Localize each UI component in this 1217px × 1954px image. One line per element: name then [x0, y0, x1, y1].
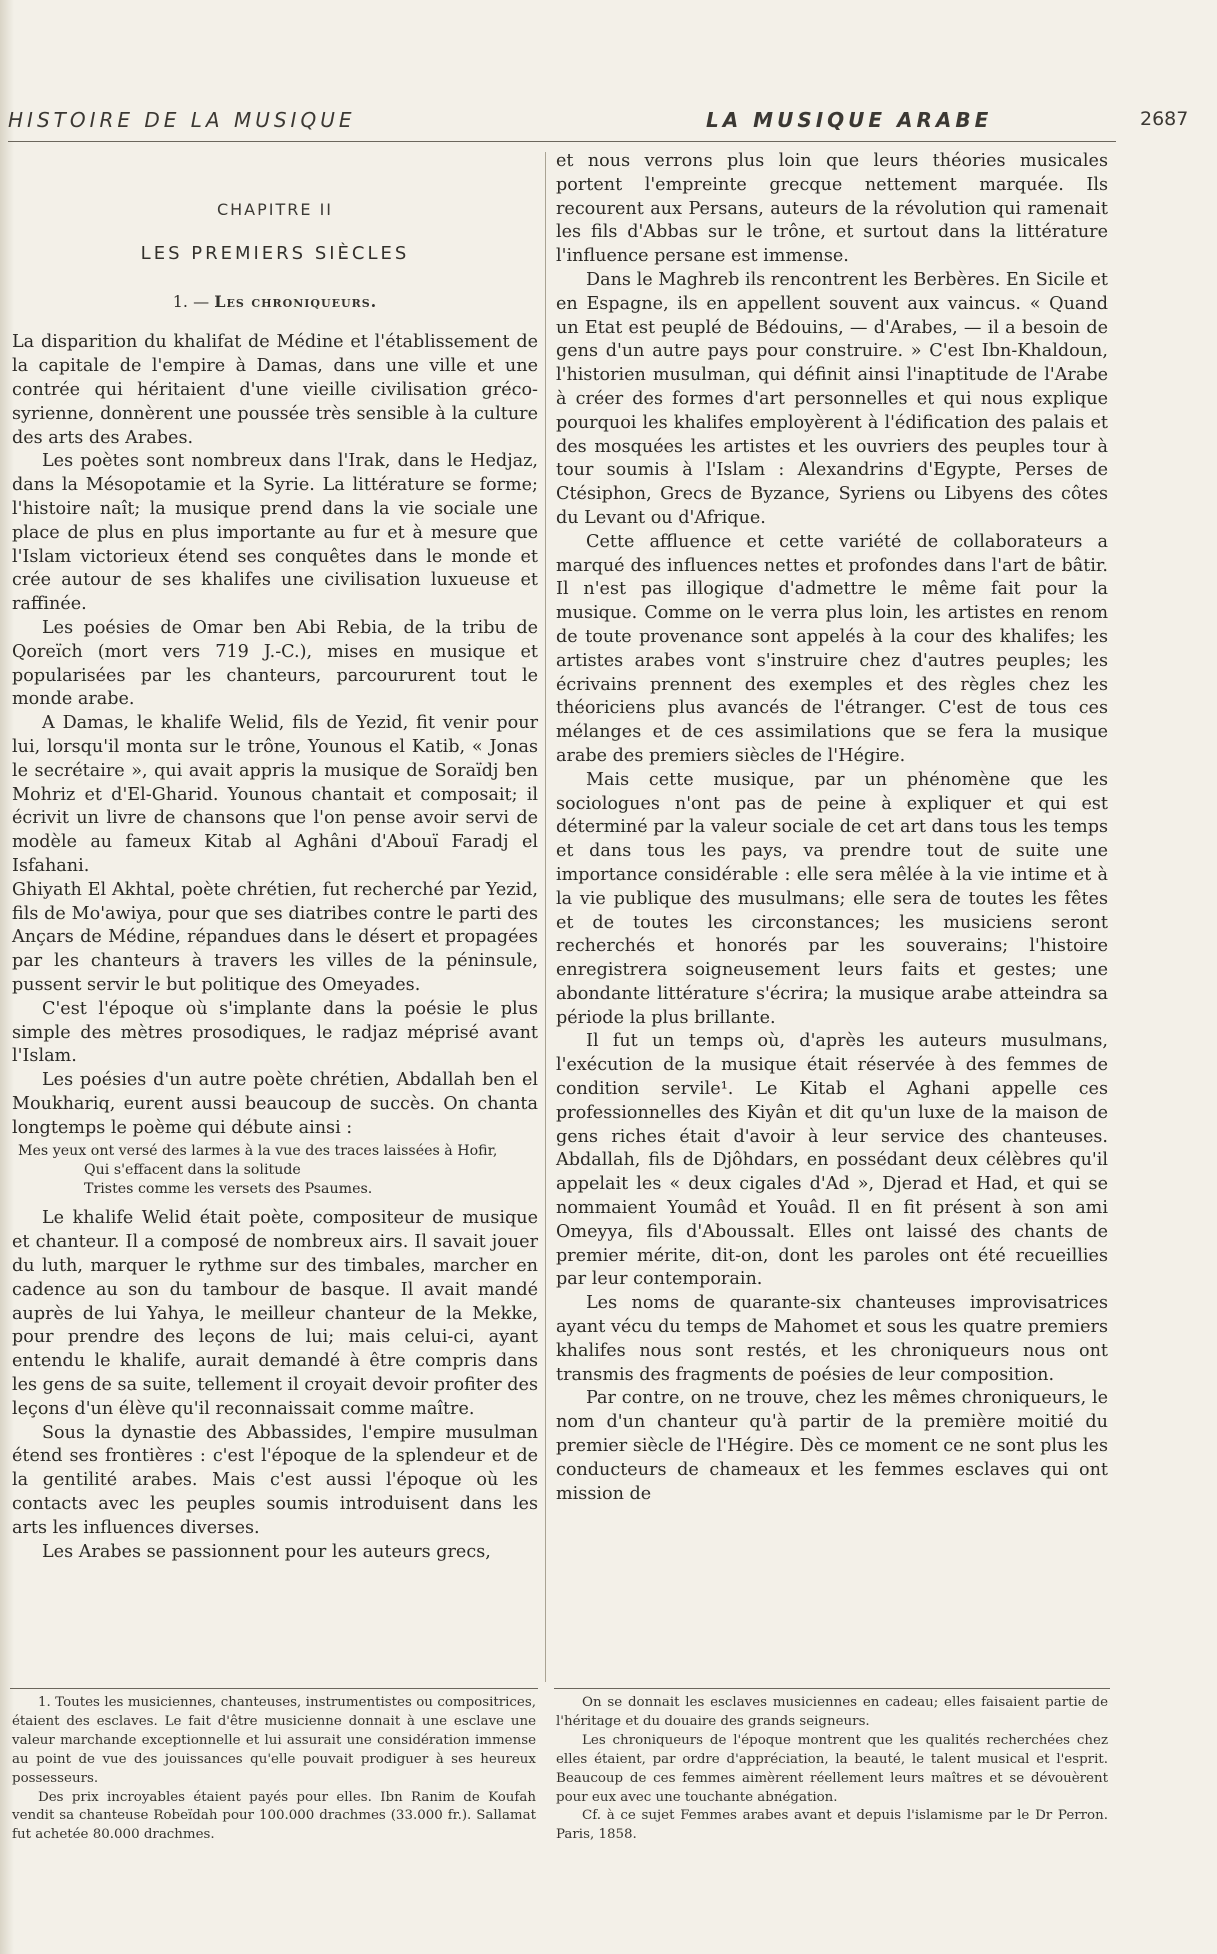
- paragraph: Il fut un temps où, d'après les auteurs musulmans, l'exécution de la musique était réservée à des femmes de condition servile¹. Le Kitab el Aghani appelle ces professionnelles des Kiyân et dit qu'un luxe de la maison de gens riches était d'avoir à leur service des chanteuses. Abdallah, fils de Djôhdars, en possédant deux célèbres qu'il appelait les « deux cigales d'Ad », Djerad et Had, et qui se nommaient Youmâd et Youâd. Il en fit présent à son ami Omeyya, fils d'Aboussalt. Elles ont laissé des chants de premier mérite, dit-on, dont les paroles ont été recueillies par leur contemporain.: [556, 1031, 1108, 1290]
- footnotes-left: [12, 1694, 536, 1845]
- chapter-title: LES PREMIERS SIÈCLES: [140, 242, 410, 264]
- section-number: 1. —: [172, 291, 210, 311]
- footnote-rule-left: [10, 1688, 538, 1689]
- footnote: Cf. à ce sujet Femmes arabes avant et depuis l'islamisme par le Dr Perron. Paris, 1858.: [556, 1808, 1108, 1843]
- paragraph: Les poètes sont nombreux dans l'Irak, dans le Hedjaz, dans la Mésopotamie et la Syrie. La littérature se forme; l'histoire naît; la musique prend dans la vie sociale une place de plus en plus importante au fur et à mesure que l'Islam victorieux étend ses conquêtes dans le monde et crée autour de ses khalifes une civilisation luxueuse et raffinée.: [12, 451, 538, 615]
- paragraph: Les Arabes se passionnent pour les auteurs grecs,: [42, 1541, 491, 1562]
- footnote: On se donnait les esclaves musiciennes en cadeau; elles faisaient partie de l'héritage et du douaire des grands seigneurs.: [556, 1695, 1108, 1729]
- paragraph: La disparition du khalifat de Médine et l'établissement de la capitale de l'empire à Damas, dans une ville et une contrée qui héritaient d'une vieille civilisation gréco-syrienne, donnèrent une poussée très sensible à la culture des arts des Arabes.: [12, 332, 538, 448]
- paragraph: Mais cette musique, par un phénomène que les sociologues n'ont pas de peine à expliquer et qui est déterminé par la valeur sociale de cet art dans tous les temps et dans tous les pays, va prendre tout de suite une importance considérable : elle sera mêlée à la vie intime et à la vie publique des musulmans; elle sera de toutes les fêtes et de toutes les circonstances; les musiciens seront recherchés et honorés par les souverains; l'histoire enregistrera soigneusement leurs faits et gestes; une abondante littérature s'écrira; la musique arabe atteindra sa période la plus brillante.: [556, 769, 1108, 1028]
- paragraph: C'est l'époque où s'implante dans la poésie le plus simple des mètres prosodiques, le radjaz méprisé avant l'Islam.: [12, 998, 538, 1067]
- header-rule: [8, 141, 1116, 142]
- paragraph: Dans le Maghreb ils rencontrent les Berbères. En Sicile et en Espagne, ils en appellent souvent aux vaincus. « Quand un Etat est peuplé de Bédouins, — d'Arabes, — il a besoin de gens d'un autre pays pour construire. » C'est Ibn-Khaldoun, l'historien musulman, qui définit ainsi l'inaptitude de l'Arabe à créer des formes d'art personnelles et qui nous explique pourquoi les khalifes employèrent à l'édification des palais et des mosquées les artistes et les ouvriers des peuples tour à tour soumis à l'Islam : Alexandrins d'Egypte, Perses de Ctésiphon, Grecs de Byzance, Syriens ou Libyens des côtes du Levant ou d'Afrique.: [556, 269, 1108, 528]
- chapter-label: CHAPITRE II: [216, 200, 334, 219]
- paragraph: Sous la dynastie des Abbassides, l'empire musulman étend ses frontières : c'est l'époque de la splendeur et de la gentilité arabes. Mais c'est aussi l'époque où les contacts avec les peuples soumis introduisent dans les arts les influences diverses.: [12, 1422, 538, 1538]
- left-column: [12, 156, 538, 1564]
- running-head-left: HISTOIRE DE LA MUSIQUE: [8, 108, 356, 132]
- footnotes-right: [556, 1694, 1108, 1845]
- running-head-right: LA MUSIQUE ARABE: [706, 108, 993, 132]
- paragraph: Les poésies de Omar ben Abi Rebia, de la tribu de Qoreïch (mort vers 719 J.-C.), mises en musique et popularisées par les chanteurs, parcoururent tout le monde arabe.: [12, 617, 538, 710]
- paragraph: Cette affluence et cette variété de collaborateurs a marqué des influences nettes et profondes dans l'art de bâtir. Il n'est pas illogique d'admettre le même fait pour la musique. Comme on le verra plus loin, les artistes en renom de toute provenance sont appelés à la cour des khalifes; les artistes arabes vont s'instruire chez d'autres peuples; les écrivains prennent des exemples et des règles chez les théoriciens plus avancés de l'étranger. C'est de tous ces mélanges et de ces assimilations que se fera la musique arabe des premiers siècles de l'Hégire.: [556, 531, 1108, 766]
- verse-quote: [12, 1142, 538, 1199]
- section-heading: [12, 290, 538, 314]
- paragraph: Par contre, on ne trouve, chez les mêmes chroniqueurs, le nom d'un chanteur qu'à partir de la première moitié du premier siècle de l'Hégire. Dès ce moment ce ne sont plus les conducteurs de chameaux et les femmes esclaves qui ont mission de: [556, 1388, 1108, 1504]
- footnote-rule-right: [554, 1688, 1110, 1689]
- section-title: Les chroniqueurs.: [214, 291, 378, 311]
- paragraph: Les noms de quarante-six chanteuses improvisatrices ayant vécu du temps de Mahomet et sous les quatre premiers khalifes nous sont restés, et les chroniqueurs nous ont transmis des fragments de poésies de leur composition.: [556, 1293, 1108, 1385]
- paragraph: A Damas, le khalife Welid, fils de Yezid, fit venir pour lui, lorsqu'il monta sur le trône, Younous el Katib, « Jonas le secrétaire », qui avait appris la musique de Soraïdj ben Mohriz et d'El-Gharid. Younous chantait et composait; il écrivit un livre de chansons que l'on pense avoir servi de modèle au fameux Kitab al Aghâni d'Abouï Faradj el Isfahani.: [12, 713, 538, 876]
- verse-line: Tristes comme les versets des Psaumes.: [84, 1181, 373, 1198]
- column-divider: [545, 152, 546, 1682]
- paragraph: Les poésies d'un autre poète chrétien, Abdallah ben el Moukhariq, eurent aussi beaucoup de succès. On chanta longtemps le poème qui débute ainsi :: [12, 1070, 538, 1138]
- verse-line: Qui s'effacent dans la solitude: [84, 1162, 301, 1179]
- paragraph: Ghiyath El Akhtal, poète chrétien, fut recherché par Yezid, fils de Mo'awiya, pour que ses diatribes contre le parti des Ançars de Médine, répandues dans le désert et propagées par les chanteurs à travers les villes de la péninsule, pussent servir le but politique des Omeyades.: [12, 879, 538, 995]
- footnote: Les chroniqueurs de l'époque montrent que les qualités recherchées chez elles étaient, par ordre d'appréciation, la beauté, le talent musical et l'esprit. Beaucoup de ces femmes aimèrent réellement leurs maîtres et se dévouèrent pour eux avec une touchante abnégation.: [556, 1732, 1108, 1805]
- verse-line: Mes yeux ont versé des larmes à la vue des traces laissées à Hofir,: [18, 1143, 498, 1160]
- right-column: [556, 150, 1108, 1506]
- paragraph: Le khalife Welid était poète, compositeur de musique et chanteur. Il a composé de nombreux airs. Il savait jouer du luth, marquer le rythme sur des timbales, marcher en cadence au son du tambour de basque. Il avait mandé auprès de lui Yahya, le meilleur chanteur de la Mekke, pour prendre des leçons de lui; mais celui-ci, ayant entendu le khalife, aurait demandé à être compris dans les gens de sa suite, tellement il croyait devoir profiter des leçons d'un élève qu'il reconnaissait comme maître.: [12, 1208, 538, 1419]
- paragraph: et nous verrons plus loin que leurs théories musicales portent l'empreinte grecque nettement marquée. Ils recourent aux Persans, auteurs de la révolution qui ramenait les fils d'Abbas sur le trône, et surtout dans la littérature l'influence persane est immense.: [556, 151, 1108, 267]
- page-number: 2687: [1140, 108, 1189, 130]
- footnote: Des prix incroyables étaient payés pour elles. Ibn Ranim de Koufah vendit sa chanteuse Robeïdah pour 100.000 drachmes (33.000 fr.). Sallamat fut achetée 80.000 drachmes.: [12, 1789, 536, 1843]
- footnote: 1. Toutes les musiciennes, chanteuses, instrumentistes ou compositrices, étaient des esclaves. Le fait d'être musicienne donnait à une esclave une valeur marchande exceptionnelle et lui assurait une considération immense au point de vue des jouissances qu'elle pouvait prodiguer à ses heureux possesseurs.: [12, 1695, 536, 1786]
